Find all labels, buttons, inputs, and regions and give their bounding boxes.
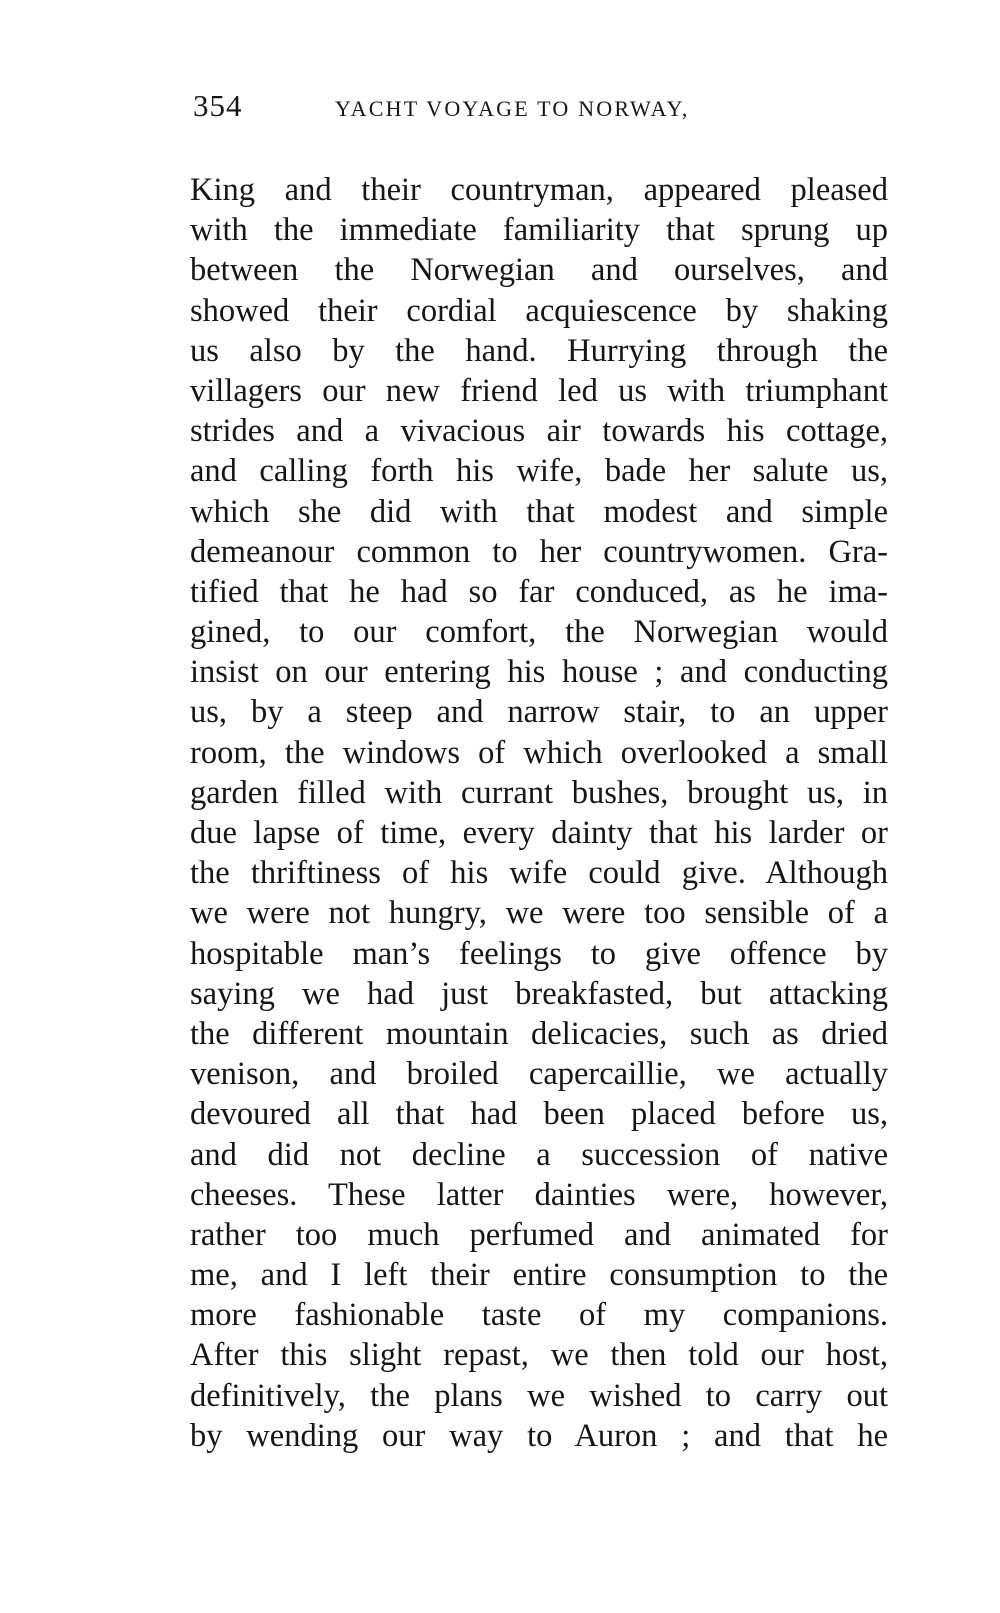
text-line: we were not hungry, we were too sensible of a — [190, 895, 888, 932]
running-head-title: YACHT VOYAGE TO NORWAY, — [335, 96, 690, 121]
text-line: cheeses. These latter dainties were, however, — [190, 1176, 888, 1213]
text-line: rather too much perfumed and animated for — [190, 1216, 888, 1253]
text-line: room, the windows of which overlooked a small — [190, 734, 888, 771]
text-line: us, by a steep and narrow stair, to an upper — [190, 694, 888, 731]
text-line: me, and I left their entire consumption to the — [190, 1257, 888, 1294]
text-line: and did not decline a succession of native — [190, 1136, 888, 1173]
text-line: strides and a vivacious air towards his cottage, — [190, 413, 888, 450]
text-line: King and their countryman, appeared pleased — [190, 172, 888, 208]
text-line: the thriftiness of his wife could give. Although — [190, 855, 888, 892]
text-line: more fashionable taste of my companions. — [190, 1297, 888, 1334]
text-line: which she did with that modest and simple — [190, 493, 888, 530]
text-line: insist on our entering his house ; and conducting — [190, 654, 888, 691]
text-line: due lapse of time, every dainty that his larder or — [190, 815, 888, 851]
text-line: demeanour common to her countrywomen. Gra- — [190, 533, 888, 570]
text-line: saying we had just breakfasted, but attacking — [190, 975, 888, 1012]
text-line: showed their cordial acquiescence by shaking — [190, 292, 888, 329]
text-line: After this slight repast, we then told our host, — [190, 1337, 888, 1374]
body-text — [190, 170, 888, 1456]
text-line: between the Norwegian and ourselves, and — [190, 252, 888, 289]
running-head — [193, 88, 893, 128]
text-line: with the immediate familiarity that sprung up — [190, 212, 888, 249]
text-line: definitively, the plans we wished to carry out — [190, 1377, 888, 1414]
text-line: hospitable man’s feelings to give offence by — [190, 935, 888, 972]
text-line: villagers our new friend led us with triumphant — [190, 372, 888, 409]
text-line: us also by the hand. Hurrying through the — [190, 332, 888, 369]
text-line: and calling forth his wife, bade her salute us, — [190, 453, 888, 490]
page-number: 354 — [193, 88, 243, 123]
text-line: tified that he had so far conduced, as he ima- — [190, 573, 888, 610]
text-line: garden filled with currant bushes, brought us, in — [190, 774, 888, 811]
text-line: venison, and broiled capercaillie, we actually — [190, 1056, 888, 1093]
text-line: the different mountain delicacies, such as dried — [190, 1015, 888, 1052]
text-line: devoured all that had been placed before us, — [190, 1096, 888, 1133]
text-line: by wending our way to Auron ; and that he — [190, 1417, 888, 1454]
text-line: gined, to our comfort, the Norwegian would — [190, 614, 888, 651]
